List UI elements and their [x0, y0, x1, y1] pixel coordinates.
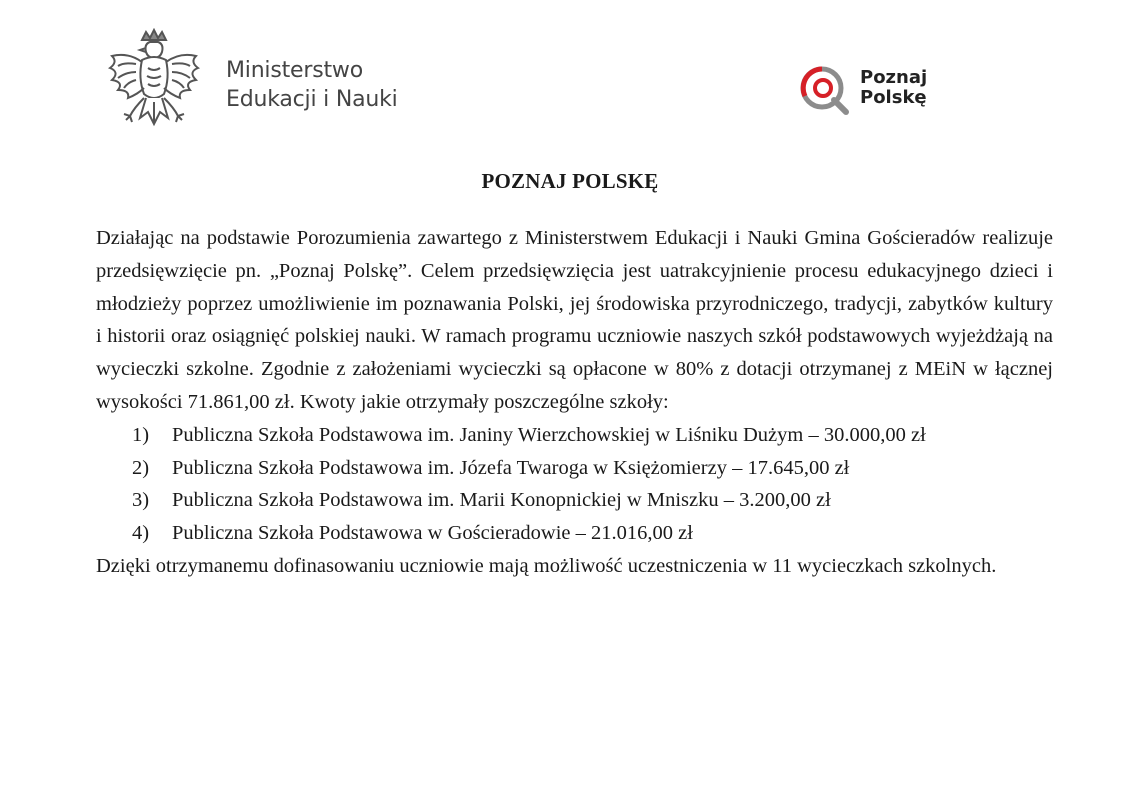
polske-word: Polskę — [860, 87, 927, 108]
intro-paragraph: Działając na podstawie Porozumienia zawartego z Ministerstwem Edukacji i Nauki Gmina Gościeradów realizuje przedsięwzięcie pn. „Poznaj Polskę”. Celem przedsięwzięcia jest uatrakcyjnienie procesu edukacyjnego dzieci i młodzieży poprzez umożliwienie im poznawania Polski, jej środowiska przyrodniczego, tradycji, zabytków kultury i historii oraz osiągnięć polskiej nauki. W ramach programu uczniowie naszych szkół podstawowych wyjeżdżają na wycieczki szkolne. Zgodnie z założeniami wycieczki są opłacone w 80% z dotacji otrzymanej z MEiN w łącznej wysokości 71.861,00 zł. Kwoty jakie otrzymały poszczególne szkoły: — [96, 227, 1053, 413]
list-item-text: Publiczna Szkoła Podstawowa im. Janiny Wierzchowskiej w Liśniku Dużym – 30.000,00 zł — [172, 423, 926, 446]
list-item-text: Publiczna Szkoła Podstawowa im. Józefa Twaroga w Księżomierzy – 17.645,00 zł — [172, 456, 850, 479]
list-item-number: 2) — [132, 456, 150, 479]
page-title: POZNAJ POLSKĘ — [481, 169, 659, 193]
schools-list — [96, 419, 1053, 550]
list-item-number: 4) — [132, 522, 150, 545]
list-item-number: 1) — [132, 423, 150, 446]
list-item — [96, 517, 1053, 550]
list-item-number: 3) — [132, 489, 150, 512]
polish-eagle-icon — [104, 28, 204, 138]
closing-paragraph: Dzięki otrzymanemu dofinasowaniu uczniowie mają możliwość uczestniczenia w 11 wycieczkach szkolnych. — [96, 554, 997, 577]
ministry-name-line1: Ministerstwo — [226, 58, 363, 83]
document-body — [96, 222, 1053, 583]
poznaj-word: Poznaj — [860, 67, 928, 88]
poznaj-polske-logo — [798, 62, 948, 124]
list-item — [96, 419, 1053, 452]
magnifier-q-icon — [798, 62, 852, 116]
list-item-text: Publiczna Szkoła Podstawowa im. Marii Konopnickiej w Mniszku – 3.200,00 zł — [172, 489, 831, 512]
ministry-logo — [104, 28, 414, 138]
list-item — [96, 484, 1053, 517]
list-item — [96, 452, 1053, 485]
list-item-text: Publiczna Szkoła Podstawowa w Gościeradowie – 21.016,00 zł — [172, 522, 693, 545]
ministry-name-line2: Edukacji i Nauki — [226, 87, 398, 112]
ministry-name — [226, 56, 398, 114]
poznaj-polske-wordmark — [860, 68, 927, 108]
